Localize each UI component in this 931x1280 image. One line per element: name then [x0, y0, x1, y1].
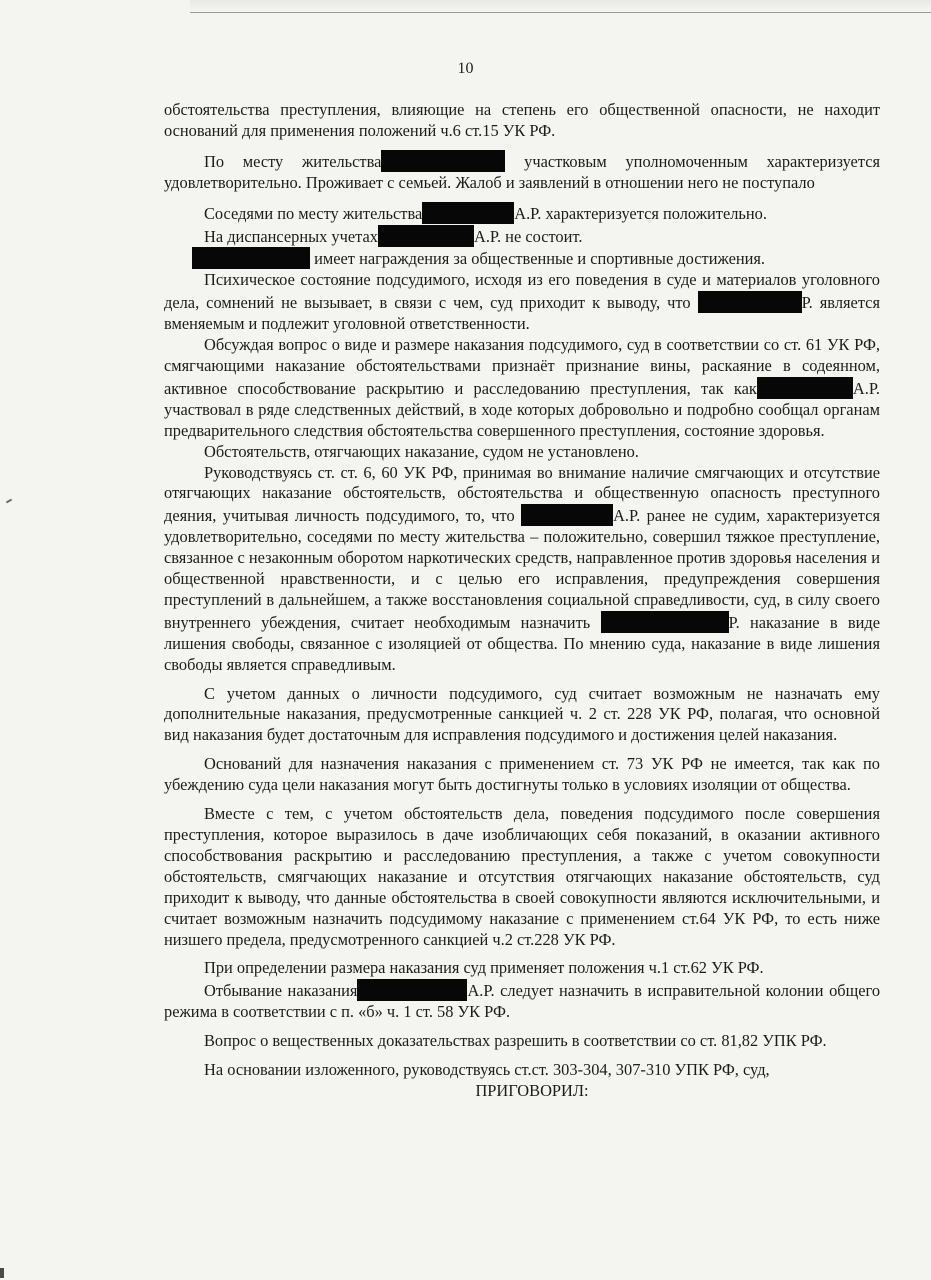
paragraph-mental-state: Психическое состояние подсудимого, исходя из его поведения в суде и материалов уголовного дела, сомнений не вызывает, в связи с чем, суд приходит к выводу, что Р. является вменяемым и подлежит уголовной ответственности.: [164, 270, 880, 334]
paragraph-colony: Отбывание наказания А.Р. следует назначить в исправительной колонии общего режима в соответствии с п. «б» ч. 1 ст. 58 УК РФ.: [164, 981, 881, 1022]
document-body: [164, 100, 880, 1102]
verdict-heading: ПРИГОВОРИЛ:: [475, 1080, 589, 1100]
redaction-block: [601, 611, 729, 633]
paragraph-awards: имеет награждения за общественные и спортивные достижения.: [164, 247, 880, 270]
paragraph-neighbors: Соседями по месту жительства А.Р. характеризуется положительно.: [204, 203, 767, 223]
paragraph-article-62: При определении размера наказания суд применяет положения ч.1 ст.62 УК РФ.: [204, 958, 764, 978]
margin-mark: [6, 499, 12, 504]
redaction-block: [521, 504, 613, 526]
redaction-block: [357, 979, 467, 1001]
paragraph-grounds: На основании изложенного, руководствуясь ст.ст. 303-304, 307-310 УПК РФ, суд,: [204, 1060, 770, 1080]
paragraph-residence: По месту жительства участковым уполномоченным характеризуется удовлетворительно. Проживает с семьей. Жалоб и заявлений в отношении него не поступало: [164, 151, 881, 192]
scan-top-edge: [190, 0, 931, 13]
redaction-block: [698, 291, 802, 313]
paragraph-sentencing-reasoning: Руководствуясь ст. ст. 6, 60 УК РФ, принимая во внимание наличие смягчающих и отсутствие отягчающих наказание обстоятельств, обстоятельства и общественную опасность преступного деяния, учитывая личность подсудимого, то, что А.Р. ранее не судим, характеризуется удовлетворительно, соседями по месту жительства – положительно, совершил тяжкое преступление, связанное с незаконным оборотом наркотических средств, направленное против здоровья населения и общественной нравственности, и с целью его исправления, предупреждения совершения преступлений в дальнейшем, а также восстановления социальной справедливости, суд, в силу своего внутреннего убеждения, считает необходимым назначить Р. наказание в виде лишения свободы, связанное с изоляцией от общества. По мнению суда, наказание в виде лишения свободы является справедливым.: [164, 462, 880, 674]
redaction-block: [422, 202, 514, 224]
paragraph-no-aggravating: Обстоятельств, отягчающих наказание, судом не установлено.: [204, 441, 639, 461]
paragraph-dispensary: На диспансерных учетах А.Р. не состоит.: [204, 226, 583, 246]
paragraph-evidence: Вопрос о вещественных доказательствах разрешить в соответствии со ст. 81,82 УПК РФ.: [204, 1031, 827, 1051]
redaction-block: [757, 377, 853, 399]
redaction-block: [378, 225, 474, 247]
page-number: 10: [457, 60, 474, 77]
paragraph-additional-punishments: С учетом данных о личности подсудимого, суд считает возможным не назначать ему дополнительные наказания, предусмотренные санкцией ч. 2 ст. 228 УК РФ, полагая, что основной вид наказания будет достаточным для исправления подсудимого и достижения целей наказания.: [164, 683, 880, 745]
redaction-block: [381, 150, 505, 172]
paragraph-article-73: Оснований для назначения наказания с применением ст. 73 УК РФ не имеется, так как по убеждению суда цели наказания могут быть достигнуты только в условиях изоляции от общества.: [164, 754, 880, 795]
corner-mark: [0, 1268, 4, 1278]
paragraph-article-64: Вместе с тем, с учетом обстоятельств дела, поведения подсудимого после совершения преступления, которое выразилось в даче изобличающих себя показаний, в оказании активного способствования раскрытию и расследованию преступления, а также с учетом совокупности обстоятельств, смягчающих наказание и отсутствия отягчающих наказание обстоятельств, суд приходит к выводу, что данные обстоятельства в своей совокупности являются исключительными, и считает возможным назначить подсудимому наказание с применением ст.64 УК РФ, то есть ниже низшего предела, предусмотренного санкцией ч.2 ст.228 УК РФ.: [164, 804, 880, 949]
paragraph-mitigating-circumstances: Обсуждая вопрос о виде и размере наказания подсудимого, суд в соответствии со ст. 61 УК РФ, смягчающими наказание обстоятельствами признаёт признание вины, раскаяние в содеянном, активное способствование раскрытию и расследованию преступления, так как А.Р. участвовал в ряде следственных действий, в ходе которых добровольно и подробно сообщал органам предварительного следствия обстоятельства совершенного преступления, состояние здоровья.: [164, 335, 880, 440]
paragraph-public-danger: обстоятельства преступления, влияющие на степень его общественной опасности, не находит оснований для применения положений ч.6 ст.15 УК РФ.: [164, 100, 880, 140]
redaction-block: [192, 247, 310, 269]
